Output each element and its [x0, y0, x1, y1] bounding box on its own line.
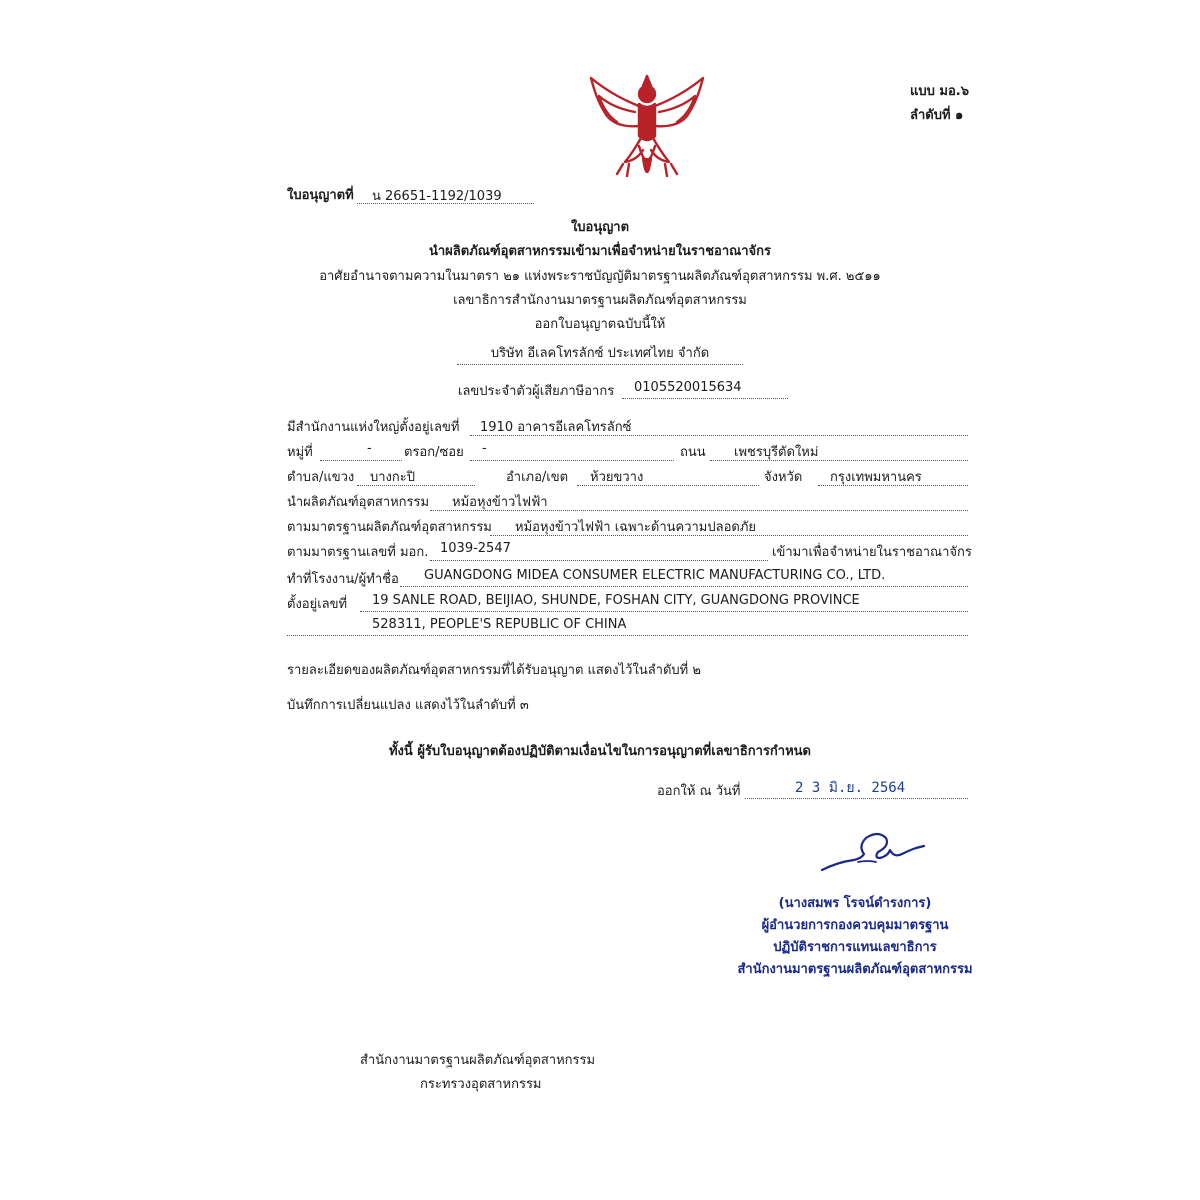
road-value: เพชรบุรีตัดใหม่: [734, 445, 819, 460]
tax-id-label: เลขประจำตัวผู้เสียภาษีอากร: [458, 384, 615, 399]
hq-address-label: มีสำนักงานแห่งใหญ่ตั้งอยู่เลขที่: [287, 420, 460, 435]
standard-value: หม้อหุงข้าวไฟฟ้า เฉพาะด้านความปลอดภัย: [515, 520, 757, 535]
tis-line: [430, 560, 768, 561]
hq-address-line: [470, 435, 968, 436]
moo-value: -: [367, 441, 372, 456]
road-label: ถนน: [680, 445, 706, 460]
authority-text: อาศัยอำนาจตามความในมาตรา ๒๑ แห่งพระราชบัญญัติมาตรฐานผลิตภัณฑ์อุตสาหกรรม พ.ศ. ๒๕๑๑: [319, 269, 881, 284]
province-label: จังหวัด: [764, 470, 803, 485]
garuda-emblem-icon: [583, 66, 711, 190]
condition-note: ทั้งนี้ ผู้รับใบอนุญาตต้องปฏิบัติตามเงื่อนไขในการอนุญาตที่เลขาธิการกำหนด: [388, 744, 811, 759]
manufacturer-address-label: ตั้งอยู่เลขที่: [287, 597, 348, 612]
manufacturer-address-line1: 19 SANLE ROAD, BEIJIAO, SHUNDE, FOSHAN CITY, GUANGDONG PROVINCE: [372, 593, 860, 608]
subdistrict-label: ตำบล/แขวง: [287, 470, 355, 485]
license-no-value: น 26651-1192/1039: [372, 189, 502, 204]
signatory-name: (นางสมพร โรจน์ดำรงการ): [778, 896, 932, 911]
road-line: [710, 460, 968, 461]
hq-address-value: 1910 อาคารอีเลคโทรลักซ์: [480, 420, 632, 435]
details-note: รายละเอียดของผลิตภัณฑ์อุตสาหกรรมที่ได้รับอนุญาต แสดงไว้ในลำดับที่ ๒: [287, 663, 701, 678]
tis-value: 1039-2547: [440, 541, 511, 556]
soi-value: -: [482, 441, 487, 456]
document-subtitle: นำผลิตภัณฑ์อุตสาหกรรมเข้ามาเพื่อจำหน่ายในราชอาณาจักร: [429, 244, 771, 259]
import-product-value: หม้อหุงข้าวไฟฟ้า: [452, 495, 548, 510]
signatory-block: [730, 893, 980, 981]
import-product-line: [430, 510, 968, 511]
standard-line: [490, 535, 968, 536]
province-value: กรุงเทพมหานคร: [830, 470, 922, 485]
tis-suffix: เข้ามาเพื่อจำหน่ายในราชอาณาจักร: [772, 545, 972, 560]
tis-label: ตามมาตรฐานเลขที่ มอก.: [287, 545, 429, 560]
changes-note: บันทึกการเปลี่ยนแปลง แสดงไว้ในลำดับที่ ๓: [287, 698, 529, 713]
subdistrict-line: [357, 485, 475, 486]
issue-intro-text: ออกใบอนุญาตฉบับนี้ให้: [534, 317, 666, 332]
manufacturer-label: ทำที่โรงงาน/ผู้ทำชื่อ: [287, 572, 399, 587]
standard-label: ตามมาตรฐานผลิตภัณฑ์อุตสาหกรรม: [287, 520, 492, 535]
manufacturer-line: [400, 586, 968, 587]
license-no-line: [357, 203, 534, 204]
document-title: ใบอนุญาต: [570, 220, 630, 235]
manufacturer-address-line1-dots: [360, 611, 968, 612]
moo-label: หมู่ที่: [287, 445, 313, 460]
signatory-position-3: สำนักงานมาตรฐานผลิตภัณฑ์อุตสาหกรรม: [737, 962, 973, 977]
form-order: ลำดับที่ ๑: [910, 108, 964, 123]
subdistrict-value: บางกะปิ: [370, 470, 416, 485]
manufacturer-address-line2-dots: [287, 635, 968, 636]
manufacturer-value: GUANGDONG MIDEA CONSUMER ELECTRIC MANUFACTURING CO., LTD.: [424, 568, 886, 583]
district-value: ห้วยขวาง: [590, 470, 644, 485]
company-line: [457, 364, 743, 365]
district-label: อำเภอ/เขต: [506, 470, 569, 485]
footer-ministry: กระทรวงอุตสาหกรรม: [420, 1077, 542, 1092]
license-no-label: ใบอนุญาตที่: [287, 188, 354, 203]
signatory-position-2: ปฏิบัติราชการแทนเลขาธิการ: [773, 940, 937, 955]
signatory-position-1: ผู้อำนวยการกองควบคุมมาตรฐาน: [761, 918, 949, 933]
issue-date-line: [745, 798, 968, 799]
soi-line: [470, 460, 674, 461]
manufacturer-address-line2: 528311, PEOPLE'S REPUBLIC OF CHINA: [372, 617, 627, 632]
issuer-text: เลขาธิการสำนักงานมาตรฐานผลิตภัณฑ์อุตสาหกรรม: [453, 293, 747, 308]
moo-line: [320, 460, 402, 461]
company-name: บริษัท อีเลคโทรลักซ์ ประเทศไทย จำกัด: [490, 346, 710, 361]
import-product-label: นำผลิตภัณฑ์อุตสาหกรรม: [287, 495, 430, 510]
form-code: แบบ มอ.๖: [910, 84, 969, 99]
signature-icon: [818, 828, 928, 878]
footer-agency: สำนักงานมาตรฐานผลิตภัณฑ์อุตสาหกรรม: [360, 1053, 596, 1068]
soi-label: ตรอก/ซอย: [404, 445, 464, 460]
issue-date-label: ออกให้ ณ วันที่: [657, 784, 741, 799]
district-line: [577, 485, 759, 486]
issue-date-stamp: 2 3 มิ.ย. 2564: [795, 780, 906, 796]
tax-id-line: [622, 398, 788, 399]
province-line: [818, 485, 968, 486]
tax-id-value: 0105520015634: [634, 380, 742, 395]
